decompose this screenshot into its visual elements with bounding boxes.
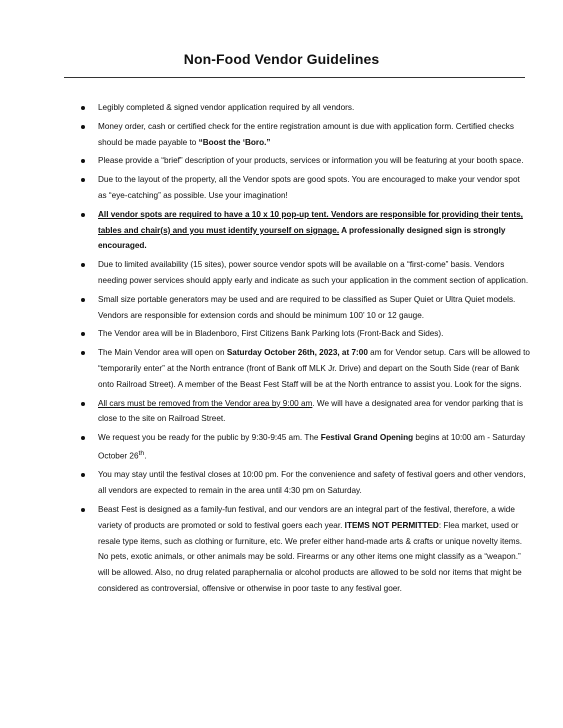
tent-requirement: All vendor spots are required to have a 10 x 10 pop-up tent. Vendors are responsible for providing their tents, tables and chair(s) and you must identify yourself on signage.	[98, 209, 523, 235]
bullet-icon	[81, 436, 85, 440]
bullet-icon	[81, 213, 85, 217]
item-text: You may stay until the festival closes at 10:00 pm. For the convenience and safety of festival goers and other vendors, all vendors are expected to remain in the area until 4:30 pm on Saturday.	[98, 470, 526, 496]
item-text: Money order, cash or certified check for the entire registration amount is due with application form. Certified checks should be made payable to	[98, 121, 514, 147]
item-text: The Vendor area will be in Bladenboro, First Citizens Bank Parking lots (Front-Back and Sides).	[98, 329, 444, 339]
list-item	[78, 467, 530, 499]
bullet-icon	[81, 178, 85, 182]
item-text: Legibly completed & signed vendor application required by all vendors.	[98, 103, 355, 112]
item-text: The Main Vendor area will open on	[98, 348, 227, 358]
item-text: am for Vendor setup. Cars will be allowed to “temporarily enter” at the North entrance (front of Bank off MLK Jr. Drive) and depart on the South Side (rear of Bank onto Railroad Street). A member of the Beast Fest Staff will be at the North entrance to assist you. Look for the signs.	[98, 348, 530, 389]
list-item	[78, 119, 530, 151]
bullet-icon	[81, 106, 85, 110]
item-text: Please provide a “brief” description of your products, services or information you will be featuring at your booth space.	[98, 156, 524, 166]
list-item	[78, 257, 530, 289]
bullet-icon	[81, 351, 85, 355]
item-text: .	[144, 451, 147, 461]
bullet-icon	[81, 159, 85, 163]
list-item	[78, 502, 530, 597]
item-text: : Flea market, used or resale type items, such as clothing or furniture, etc. We prefer either hand-made arts & crafts or unique novelty items. No pets, exotic animals, or other animals may be sold. Firearms or any other items one might classify as a “weapon.” will be allowed. Also, no drug related paraphernalia or alcohol products are allowed to be sold nor items that might be considered as controversial, offensive or otherwise in poor taste to any festival goer.	[98, 520, 522, 594]
item-text: Small size portable generators may be used and are required to be classified as Super Quiet or Ultra Quiet models. Vendors are responsible for extension cords and should be minimum 100’ 10 or 12 gauge.	[98, 294, 516, 320]
bullet-icon	[81, 508, 85, 512]
list-item	[78, 153, 530, 169]
signage-note: A professionally designed sign is strongly encouraged.	[98, 225, 506, 251]
item-text: begins at 10:00 am - Saturday October 26	[98, 433, 526, 461]
guidelines-list	[78, 100, 530, 600]
bullet-icon	[81, 263, 85, 267]
bullet-icon	[81, 332, 85, 336]
item-text: Due to limited availability (15 sites), power source vendor spots will be available on a “first-come” basis. Vendors needing power services should apply early and indicate as such your application in the comment section of application.	[98, 260, 529, 285]
bullet-icon	[81, 402, 85, 406]
title-divider	[64, 77, 525, 78]
list-item	[78, 207, 530, 254]
payee-name: “Boost the ‘Boro.”	[198, 137, 271, 147]
cars-removal-deadline: All cars must be removed from the Vendor area by 9:00 am	[98, 398, 313, 408]
ordinal-suffix: th	[138, 449, 145, 457]
items-not-permitted: ITEMS NOT PERMITTED	[344, 520, 439, 530]
item-text: We request you be ready for the public by 9:30-9:45 am. The	[98, 433, 321, 443]
list-item	[78, 292, 530, 324]
list-item	[78, 396, 530, 428]
item-text: Due to the layout of the property, all the Vendor spots are good spots. You are encouraged to make your vendor spot as “eye-catching” as possible. Use your imagination!	[98, 175, 520, 200]
bullet-icon	[81, 473, 85, 477]
list-item	[78, 430, 530, 464]
item-text: . We will have a designated area for vendor parking that is close to the site on Railroad Street.	[98, 398, 523, 424]
list-item	[78, 326, 530, 342]
item-text: Beast Fest is designed as a family-fun festival, and our vendors are an integral part of the festival, therefore, a wide variety of products are promoted or sold to festival goers each year.	[98, 505, 515, 530]
page-title: Non-Food Vendor Guidelines	[183, 51, 380, 67]
setup-date: Saturday October 26th, 2023, at 7:00	[226, 348, 368, 358]
bullet-icon	[81, 298, 85, 302]
list-item	[78, 345, 530, 392]
list-item	[78, 172, 530, 204]
list-item	[78, 100, 530, 116]
bullet-icon	[81, 125, 85, 129]
grand-opening: Festival Grand Opening	[320, 433, 414, 443]
